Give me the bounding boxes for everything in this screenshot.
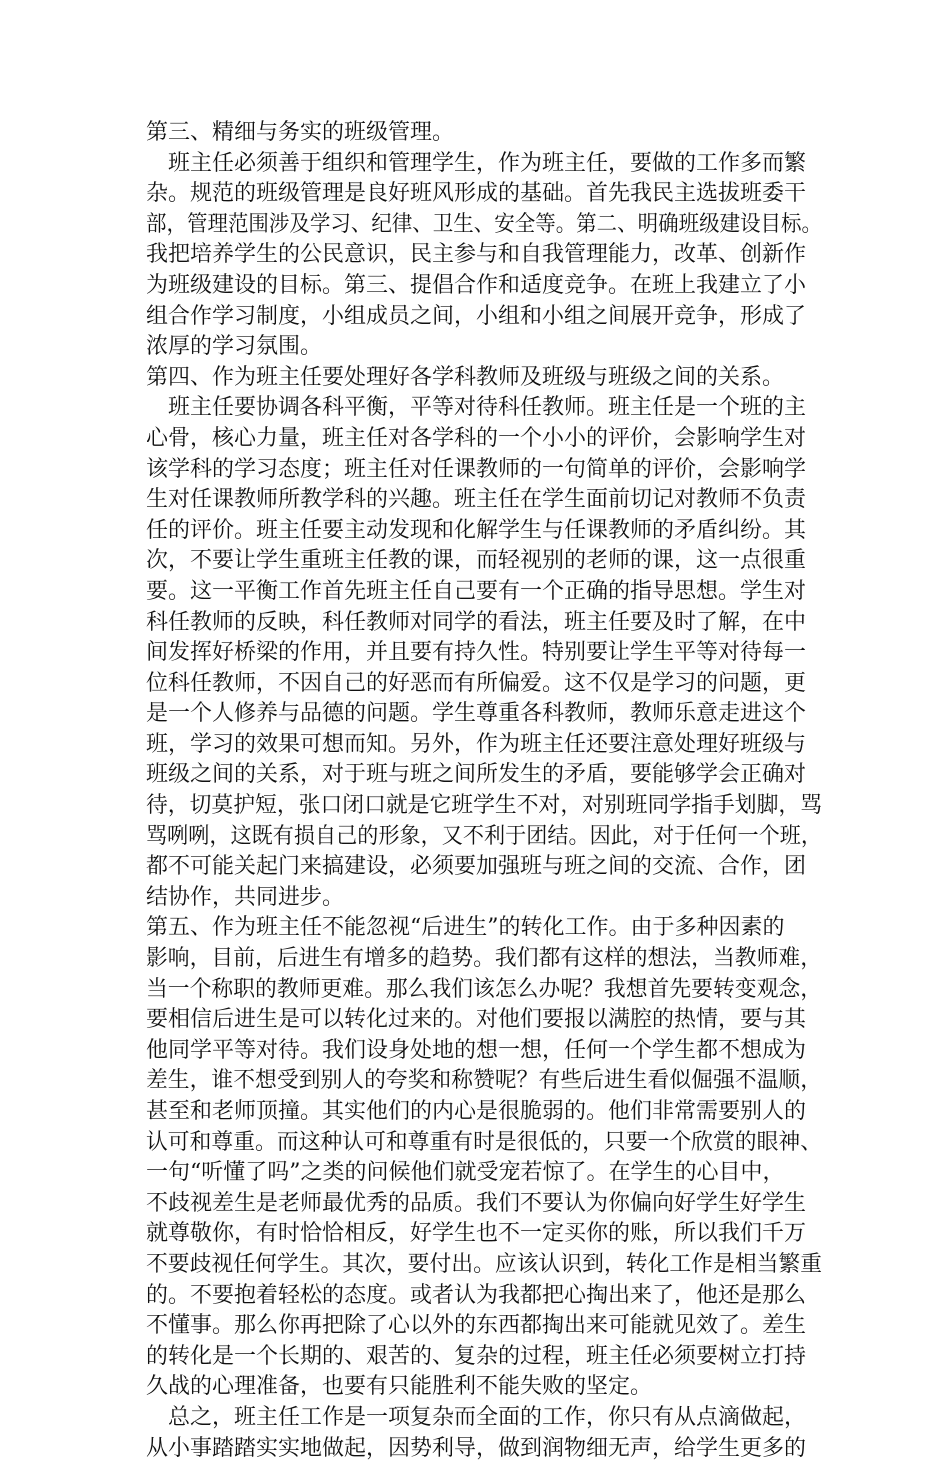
text-line: 差生，谁不想受到别人的夸奖和称赞呢？有些后进生看似倔强不温顺， — [146, 1068, 823, 1094]
text-line: 第四、作为班主任要处理好各学科教师及班级与班级之间的关系。 — [146, 364, 785, 390]
text-line: 当一个称职的教师更难。那么我们该怎么办呢？我想首先要转变观念， — [146, 976, 823, 1002]
text-line: 都不可能关起门来搞建设，必须要加强班与班之间的交流、合作，团 — [146, 854, 807, 880]
text-line: 班主任要协调各科平衡，平等对待科任教师。班主任是一个班的主 — [168, 395, 807, 421]
document-body — [146, 118, 822, 1464]
text-line: 浓厚的学习氛围。 — [146, 334, 323, 360]
text-line: 影响，目前，后进生有增多的趋势。我们都有这样的想法，当教师难， — [146, 946, 823, 972]
text-line: 生对任课教师所教学科的兴趣。班主任在学生面前切记对教师不负责 — [146, 487, 807, 513]
text-line: 该学科的学习态度；班主任对任课教师的一句简单的评价，会影响学 — [146, 456, 807, 482]
text-line: 认可和尊重。而这种认可和尊重有时是很低的，只要一个欣赏的眼神、 — [146, 1129, 823, 1155]
text-line: 骂咧咧，这既有损自己的形象，又不利于团结。因此，对于任何一个班， — [146, 823, 823, 849]
text-line: 我把培养学生的公民意识，民主参与和自我管理能力，改革、创新作 — [146, 242, 807, 268]
text-line: 部，管理范围涉及学习、纪律、卫生、安全等。第二、明确班级建设目标。 — [146, 211, 823, 237]
text-line: 结协作，共同进步。 — [146, 884, 345, 910]
text-line: 要相信后进生是可以转化过来的。对他们要报以满腔的热情，要与其 — [146, 1007, 807, 1033]
text-line: 甚至和老师顶撞。其实他们的内心是很脆弱的。他们非常需要别人的 — [146, 1099, 807, 1124]
text-line: 不懂事。那么你再把除了心以外的东西都掏出来可能就见效了。差生 — [146, 1313, 807, 1339]
text-line: 总之，班主任工作是一项复杂而全面的工作，你只有从点滴做起， — [168, 1404, 807, 1430]
text-line: 位科任教师，不因自己的好恶而有所偏爱。这不仅是学习的问题，更 — [146, 670, 807, 696]
text-line: 从小事踏踏实实地做起，因势利导，做到润物细无声，给学生更多的 — [146, 1435, 807, 1461]
text-line: 他同学平等对待。我们设身处地的想一想，任何一个学生都不想成为 — [146, 1037, 807, 1063]
text-line: 杂。规范的班级管理是良好班风形成的基础。首先我民主选拔班委干 — [146, 181, 807, 207]
text-line: 待，切莫护短，张口闭口就是它班学生不对，对别班同学指手划脚，骂 — [146, 793, 823, 819]
text-line: 不要歧视任何学生。其次，要付出。应该认识到，转化工作是相当繁重 — [146, 1251, 823, 1277]
text-line: 久战的心理准备，也要有只能胜利不能失败的坚定。 — [146, 1374, 653, 1400]
text-line: 是一个人修养与品德的问题。学生尊重各科教师，教师乐意走进这个 — [146, 701, 807, 727]
text-line: 第五、作为班主任不能忽视“后进生”的转化工作。由于多种因素的 — [146, 915, 785, 941]
text-line: 任的评价。班主任要主动发现和化解学生与任课教师的矛盾纠纷。其 — [146, 517, 807, 543]
text-line: 次，不要让学生重班主任教的课，而轻视别的老师的课，这一点很重 — [146, 548, 807, 574]
text-line: 第三、精细与务实的班级管理。 — [146, 120, 455, 145]
text-line: 就尊敬你，有时恰恰相反，好学生也不一定买你的账，所以我们千万 — [146, 1221, 807, 1247]
text-line: 为班级建设的目标。第三、提倡合作和适度竞争。在班上我建立了小 — [146, 272, 807, 298]
text-line: 不歧视差生是老师最优秀的品质。我们不要认为你偏向好学生好学生 — [146, 1190, 807, 1216]
text-line: 要。这一平衡工作首先班主任自己要有一个正确的指导思想。学生对 — [146, 578, 807, 604]
text-line: 间发挥好桥梁的作用，并且要有持久性。特别要让学生平等对待每一 — [146, 640, 807, 666]
text-line: 班级之间的关系，对于班与班之间所发生的矛盾，要能够学会正确对 — [146, 762, 807, 788]
text-line: 组合作学习制度，小组成员之间，小组和小组之间展开竞争，形成了 — [146, 303, 807, 329]
text-line: 一句“听懂了吗”之类的问候他们就受宠若惊了。在学生的心目中， — [146, 1160, 785, 1186]
text-line: 的。不要抱着轻松的态度。或者认为我都把心掏出来了，他还是那么 — [146, 1282, 807, 1308]
text-line: 科任教师的反映，科任教师对同学的看法，班主任要及时了解，在中 — [146, 609, 807, 635]
text-line: 的转化是一个长期的、艰苦的、复杂的过程，班主任必须要树立打持 — [146, 1343, 807, 1369]
text-line: 心骨，核心力量，班主任对各学科的一个小小的评价，会影响学生对 — [146, 425, 807, 451]
text-line: 班，学习的效果可想而知。另外，作为班主任还要注意处理好班级与 — [146, 731, 807, 757]
text-line: 班主任必须善于组织和管理学生，作为班主任，要做的工作多而繁 — [168, 150, 807, 176]
